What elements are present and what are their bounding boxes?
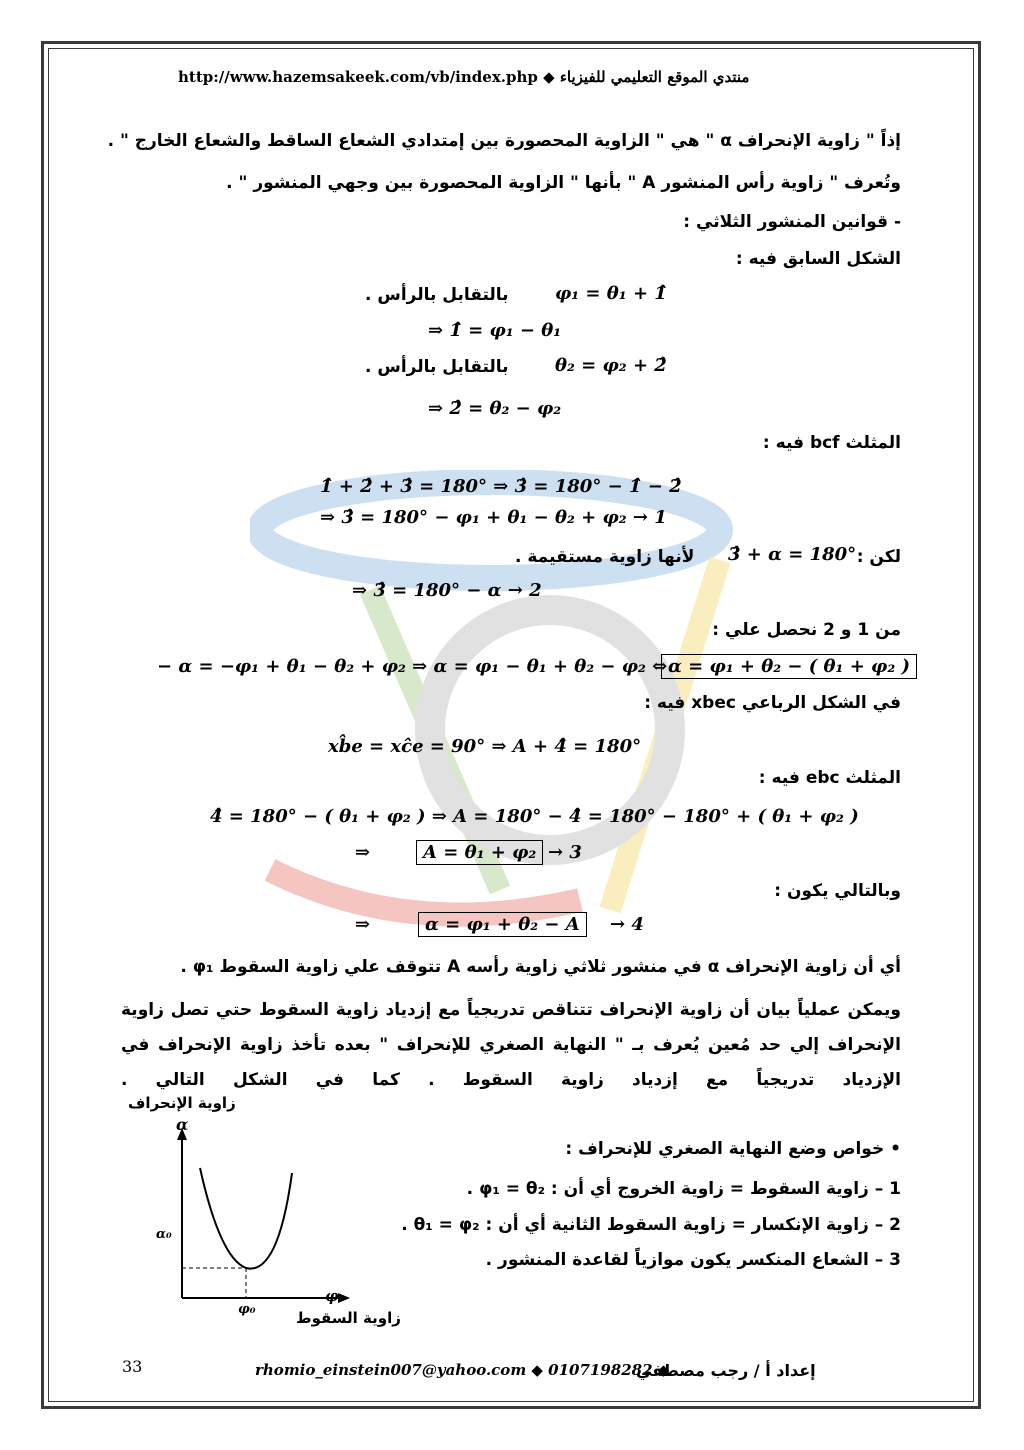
equation-angle3-expanded: ⇒ 3̂ = 180° − φ₁ + θ₁ − θ₂ + φ₂ → 1 [320,507,667,528]
minimum-deviation-graph [120,1108,400,1338]
page-number: 33 [122,1357,143,1376]
equation-phi1: φ₁ = θ₁ + 1̂ [555,283,667,304]
intro-line-prism-apex-angle: وتُعرف " زاوية رأس المنشور A " بأنها " الزاوية المحصورة بين وجهي المنشور " . [226,173,901,193]
but-label: لكن : [856,547,901,567]
straight-angle-reason: لأنها زاوية مستقيمة . [515,547,695,567]
graph-y-variable: α [176,1115,189,1134]
equation-3-arrow: ⇒ [355,842,371,863]
graph-phi0-label: φ₀ [238,1302,256,1317]
graph-alpha0-label: α₀ [156,1227,172,1242]
equation-4-arrow: ⇒ [355,914,371,935]
property-item-2: 2 – زاوية الإنكسار = زاوية السقوط الثانية أي أن : θ₁ = φ₂ . [401,1215,901,1235]
triangle-ebc-label: المثلث ebc فيه : [758,768,901,788]
page-header: http://www.hazemsakeek.com/vb/index.php ◆ منتدي الموقع التعليمي للفيزياء [178,68,750,86]
vertical-angles-label-2: بالتقابل بالرأس . [365,357,509,377]
section-heading-prism-laws: - قوانين المنشور الثلاثي : [683,212,901,232]
equation-angle3-alpha: ⇒ 3̂ = 180° − α → 2 [352,580,542,601]
intro-line-deviation-angle: إذاً " زاوية الإنحراف α " هي " الزاوية المحصورة بين إمتدادي الشعاع الساقط والشعاع الخارج " . [107,131,901,151]
conclusion-line: أي أن زاوية الإنحراف α في منشور ثلاثي زاوية رأسه A تتوقف علي زاوية السقوط φ₁ . [180,957,901,977]
therefore-label: وبالتالي يكون : [774,881,901,901]
deviation-curve [200,1168,292,1269]
graph-x-variable: φ₁ [325,1287,346,1305]
min-deviation-properties-heading: • خواص وضع النهاية الصغري للإنحراف : [565,1139,901,1159]
equation-angle1: ⇒ 1̂ = φ₁ − θ₁ [428,320,562,341]
equation-deviation-boxed: α = φ₁ + θ₂ − A [418,912,587,937]
quadrilateral-xbec-label: في الشكل الرباعي xbec فيه : [644,693,901,713]
equation-angle2: ⇒ 2̂ = θ₂ − φ₂ [428,398,562,419]
equation-3-tag: → 3 [548,842,582,863]
footer-contact: rhomio_einstein007@yahoo.com ◆ 0107198282 ◆ [255,1361,670,1379]
graph-x-axis-label: زاوية السقوط [296,1309,401,1327]
vertical-angles-label-1: بالتقابل بالرأس . [365,285,509,305]
equation-alpha-boxed: α = φ₁ + θ₂ − ( θ₁ + φ₂ ) [661,654,917,679]
equation-4-tag: → 4 [610,914,644,935]
triangle-bcf-label: المثلث bcf فيه : [762,433,901,453]
property-item-1: 1 – زاوية السقوط = زاوية الخروج أي أن : φ₁ = θ₂ . [466,1179,901,1199]
previous-figure-label: الشكل السابق فيه : [735,249,901,269]
from-1-and-2-label: من 1 و 2 نحصل علي : [712,620,901,640]
graph-y-axis-label: زاوية الإنحراف [128,1094,236,1112]
property-item-3: 3 – الشعاع المنكسر يكون موازياً لقاعدة المنشور . [485,1250,901,1270]
equation-triangle-sum: 1̂ + 2̂ + 3̂ = 180° ⇒ 3̂ = 180° − 1̂ − 2̂ [320,476,682,497]
equation-apex-boxed: A = θ₁ + φ₂ [416,840,543,865]
equation-theta2: θ₂ = φ₂ + 2̂ [555,355,667,376]
footer-author: إعداد أ / رجب مصطفي [636,1361,816,1380]
equation-straight-angle: 3̂ + α = 180° [728,544,857,565]
equation-angle4: 4̂ = 180° − ( θ₁ + φ₂ ) ⇒ A = 180° − 4̂ = 180° − 180° + ( θ₁ + φ₂ ) [210,806,859,827]
equation-right-angles: xb̂e = xĉe = 90° ⇒ A + 4̂ = 180° [328,736,642,757]
conclusion-paragraph: ويمكن عملياً بيان أن زاوية الإنحراف تتناقص تدريجياً مع إزدياد زاوية السقوط حتي تصل زاوية الإنحراف إلي حد مُعين يُعرف بـ " النهاية الصغري للإنحراف " بعده تأخذ زاوية الإنحراف في الإزدياد تدريجياً مع إزدياد زاوية السقوط . كما في الشكل التالي . [121,1000,901,1090]
equation-alpha-derivation: − α = −φ₁ + θ₁ − θ₂ + φ₂ ⇒ α = φ₁ − θ₁ + θ₂ − φ₂ ⇔ [157,656,668,677]
